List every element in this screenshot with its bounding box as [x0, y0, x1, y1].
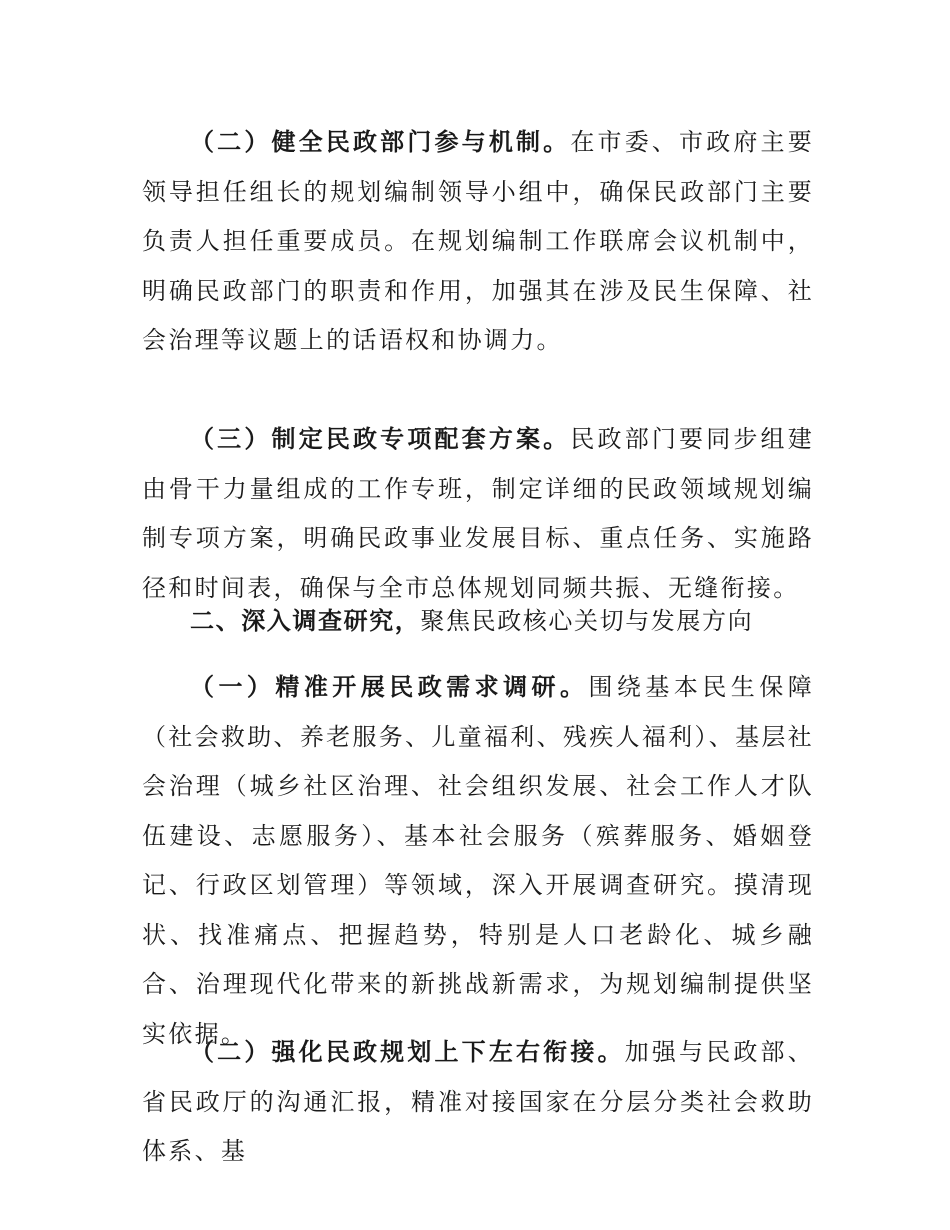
- paragraph-lead: （三）制定民政专项配套方案。: [190, 425, 571, 453]
- heading-body: 聚焦民政核心关切与发展方向: [420, 607, 754, 635]
- paragraph-participation-mechanism: [142, 118, 814, 366]
- heading-lead: 二、深入调查研究，: [190, 607, 421, 635]
- paragraph-lead: （一）精准开展民政需求调研。: [190, 673, 589, 701]
- paragraph-body: 在市委、市政府主要领导担任组长的规划编制领导小组中，确保民政部门主要负责人担任重要成员。在规划编制工作联席会议机制中，明确民政部门的职责和作用，加强其在涉及民生保障、社会治理等议题上的话语权和协调力。: [142, 128, 815, 354]
- paragraph-lead: （二）强化民政规划上下左右衔接。: [190, 1038, 625, 1066]
- paragraph-body: 加强与民政部、省民政厅的沟通汇报，精准对接国家在分层分类社会救助体系、基: [142, 1038, 814, 1165]
- paragraph-special-plan: [142, 415, 814, 613]
- paragraph-lead: （二）健全民政部门参与机制。: [190, 128, 571, 156]
- section-heading-research: [190, 597, 830, 646]
- paragraph-body: 民政部门要同步组建由骨干力量组成的工作专班，制定详细的民政领域规划编制专项方案，明确民政事业发展目标、重点任务、实施路径和时间表，确保与全市总体规划同频共振、无缝衔接。: [142, 425, 815, 602]
- paragraph-needs-research: [142, 663, 814, 1059]
- paragraph-body: 围绕基本民生保障（社会救助、养老服务、儿童福利、残疾人福利）、基层社会治理（城乡社区治理、社会组织发展、社会工作人才队伍建设、志愿服务）、基本社会服务（殡葬服务、婚姻登记、行政区划管理）等领域，深入开展调查研究。摸清现状、找准痛点、把握趋势，特别是人口老龄化、城乡融合、治理现代化带来的新挑战新需求，为规划编制提供坚实依据。: [142, 673, 814, 1048]
- paragraph-planning-coordination: [142, 1028, 814, 1177]
